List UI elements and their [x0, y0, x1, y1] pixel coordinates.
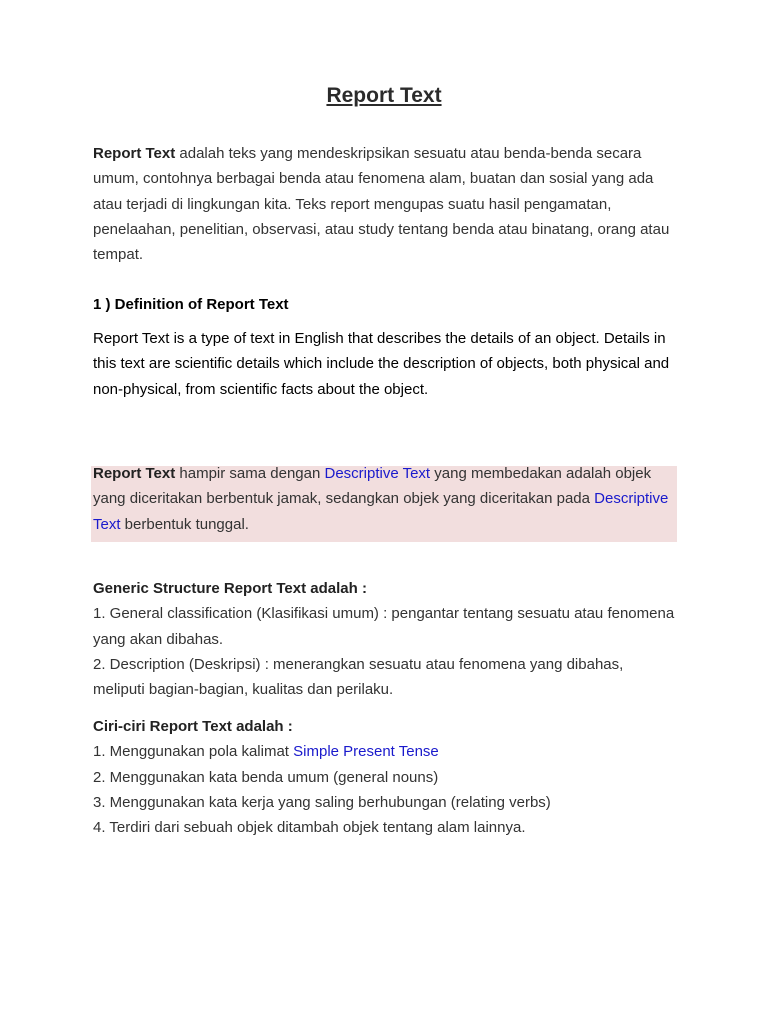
- ciri-item: 2. Menggunakan kata benda umum (general nouns): [93, 768, 439, 786]
- comparison-text-2: yang membedakan adalah objek yang diceritakan berbentuk jamak, sedangkan objek yang diceritakan pada: [93, 465, 652, 508]
- ciri-item-1-text: 1. Menggunakan pola kalimat: [93, 743, 294, 761]
- simple-present-tense-link[interactable]: Simple Present Tense: [293, 743, 439, 761]
- ciri-item: [93, 739, 678, 764]
- intro-body: adalah teks yang mendeskripsikan sesuatu atau benda-benda secara umum, contohnya berbagai benda atau fenomena alam, buatan dan sosial yang ada atau terjadi di lingkungan kita. Teks report mengupas suatu hasil pengamatan, penelaahan, penelitian, observasi, atau study tentang benda atau binatang, orang atau tempat.: [93, 145, 670, 264]
- descriptive-text-link[interactable]: Descriptive Text: [324, 465, 431, 482]
- definition-paragraph: Report Text is a type of text in English that describes the details of an object. Details in this text are scientific details which include the description of objects, both physical and non-physical, from scientific facts about the object.: [93, 330, 670, 398]
- comparison-paragraph: [93, 461, 678, 537]
- structure-heading: Generic Structure Report Text adalah :: [93, 580, 367, 597]
- definition-heading: 1 ) Definition of Report Text: [93, 296, 289, 313]
- ciri-section: [93, 714, 678, 840]
- intro-lead: Report Text: [93, 145, 176, 162]
- structure-section: [93, 576, 678, 702]
- comparison-text-1: hampir sama dengan: [175, 465, 325, 482]
- structure-item: 1. General classification (Klasifikasi umum) : pengantar tentang sesuatu atau fenomena yang akan dibahas.: [93, 605, 675, 648]
- page-title: Report Text: [326, 84, 442, 107]
- ciri-item: 3. Menggunakan kata kerja yang saling berhubungan (relating verbs): [93, 793, 551, 811]
- comparison-lead: Report Text: [93, 465, 176, 482]
- comparison-text-3: berbentuk tunggal.: [120, 515, 249, 533]
- descriptive-text-link-2[interactable]: Descriptive Text: [93, 490, 669, 533]
- intro-paragraph: [93, 141, 678, 267]
- ciri-item: 4. Terdiri dari sebuah objek ditambah objek tentang alam lainnya.: [93, 819, 526, 837]
- ciri-heading: Ciri-ciri Report Text adalah :: [93, 718, 293, 735]
- structure-item: 2. Description (Deskripsi) : menerangkan sesuatu atau fenomena yang dibahas, meliputi bagian-bagian, kualitas dan perilaku.: [93, 655, 624, 699]
